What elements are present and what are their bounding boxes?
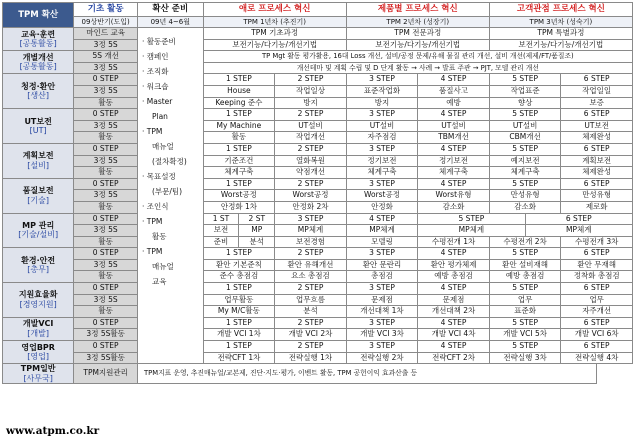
sub-prod: TPM 2년차 (성장기) <box>346 17 489 28</box>
basic-activity-cell: 3정 5S <box>74 190 138 202</box>
basic-activity-cell: 5S 개선 <box>74 51 138 63</box>
step-cell: 분석 <box>275 306 347 318</box>
row-label-tag: [공통활동] <box>19 39 57 49</box>
phase-wide-cell: 개선테마 및 계획 수립 및 D 단계 활동 → 사례 → 발표 주관 → PJT, 모델 관리 개선 <box>203 62 632 74</box>
row-label-text: 개발VCI <box>22 319 54 329</box>
step-cell: 정기보전 <box>418 155 490 167</box>
step-cell: 4 STEP <box>418 178 490 190</box>
step-cell: 6 STEP <box>561 74 633 86</box>
step-cell: 1 STEP <box>203 283 275 295</box>
corner-title: TPM 확산 <box>3 3 74 28</box>
prep-item: · 캠페인 <box>141 52 169 61</box>
phase-cell: TPM 전문과정 <box>346 28 489 40</box>
basic-activity-cell: 0 STEP <box>74 248 138 260</box>
step-cell: 2 STEP <box>275 143 347 155</box>
step-cell: 3 STEP <box>275 213 347 225</box>
step-cell: 4 STEP <box>346 213 418 225</box>
header-prod: 제품별 프로세스 혁신 <box>346 3 489 17</box>
step-cell: 약점개선 <box>275 167 347 179</box>
step-cell: 6 STEP <box>561 109 633 121</box>
step-cell: Worst공정 <box>275 190 347 202</box>
step-cell: 방지 <box>275 97 347 109</box>
row-label-tag: [기술/설비] <box>18 230 59 240</box>
step-cell: 6 STEP <box>561 143 633 155</box>
step-cell: 문제점 <box>418 294 490 306</box>
step-cell: 업무 <box>489 294 561 306</box>
step-cell: 모델링 <box>346 236 418 248</box>
step-cell: 작업개선 <box>275 132 347 144</box>
step-cell: 6 STEP <box>561 283 633 295</box>
row-label-tag: [UT] <box>29 126 47 136</box>
step-cell: 개발 VCI 1차 <box>203 329 275 341</box>
basic-activity-cell: 3정 5S활동 <box>74 352 138 364</box>
step-cell: 환안 무재해 <box>561 259 633 271</box>
prep-item: 매뉴얼 <box>151 262 174 271</box>
prep-item: · 조직화 <box>141 67 169 76</box>
sub-rel: TPM 1년차 (추진기) <box>203 17 346 28</box>
step-cell: 작업일상 <box>275 85 347 97</box>
step-cell: 5 STEP <box>489 74 561 86</box>
step-cell: 체계구축 <box>346 167 418 179</box>
row-label-tag: [개발] <box>27 328 49 338</box>
prep-item: · TPM <box>141 217 163 226</box>
step-cell: 업무활동 <box>203 294 275 306</box>
step-cell: 수평전개 2차 <box>489 236 561 248</box>
row-label <box>3 317 74 340</box>
step-cell: 2 STEP <box>275 248 347 260</box>
basic-activity-cell: 3정 5S <box>74 85 138 97</box>
row-label <box>3 248 74 283</box>
row-label-tag: [공통활동] <box>19 62 57 72</box>
row-label <box>3 28 74 51</box>
row-label <box>3 364 74 384</box>
step-cell: 4 STEP <box>418 317 490 329</box>
step-cell: 방지 <box>346 97 418 109</box>
prep-item: 매뉴얼 <box>151 142 174 151</box>
step-cell: 6 STEP <box>525 213 632 225</box>
prep-item: · Master <box>141 97 173 106</box>
header-rel: 애로 프로세스 혁신 <box>203 3 346 17</box>
step-cell: 환안 문란리 <box>346 259 418 271</box>
step-cell: 5 STEP <box>489 178 561 190</box>
row-label-text: TPM일반 <box>20 364 56 374</box>
step-cell: 2 STEP <box>275 74 347 86</box>
step-cell: 3 STEP <box>346 283 418 295</box>
row-label-text: 청정·환안 <box>21 81 56 91</box>
step-cell: 업무 <box>561 294 633 306</box>
step-cell: 3 STEP <box>346 109 418 121</box>
step-cell: 체제완성 <box>561 167 633 179</box>
step-cell: 총점검 <box>346 271 418 283</box>
sub-spread: 09년 4~6월 <box>137 17 203 28</box>
basic-activity-cell: 활동 <box>74 97 138 109</box>
step-cell: My M/C활동 <box>203 306 275 318</box>
step-cell: 감소화 <box>418 201 490 213</box>
step-cell: MP체계 <box>275 225 347 237</box>
step-cell: 4 STEP <box>418 341 490 353</box>
step-cell: 열화복원 <box>275 155 347 167</box>
basic-activity-cell: 3정 5S <box>74 120 138 132</box>
row-label-text: 개별개선 <box>22 52 54 62</box>
step-cell: 수평전개 3차 <box>561 236 633 248</box>
step-cell: 4 STEP <box>418 248 490 260</box>
step-cell: My Machine <box>203 120 275 132</box>
step-cell: UT설비 <box>346 120 418 132</box>
step-cell: 분석 <box>239 236 275 248</box>
phase-wide-cell: TP Mgt 활동 평가활용, 16대 Loss 개선, 설비/공정 문제/유해 물질 관리 개선, 설비 개선(제제/FT/품질조) <box>203 51 632 63</box>
step-cell: 문제점 <box>346 294 418 306</box>
step-cell: 환안 평가체제 <box>418 259 490 271</box>
step-cell: 활동 <box>203 132 275 144</box>
step-cell: MP체계 <box>346 225 418 237</box>
step-cell: 6 STEP <box>561 248 633 260</box>
step-cell: 체제완성 <box>561 132 633 144</box>
step-cell: 기준조건 <box>203 155 275 167</box>
row-label-text: 환경·안전 <box>21 255 56 265</box>
prep-item: · 워크숍 <box>141 82 169 91</box>
step-cell: 개발 VCI 5차 <box>489 329 561 341</box>
basic-activity-cell: 3정 5S <box>74 225 138 237</box>
sub-cust: TPM 3년차 (성숙기) <box>489 17 632 28</box>
basic-activity-cell: 3정 5S <box>74 294 138 306</box>
basic-activity-cell: 활동 <box>74 201 138 213</box>
step-cell: 개발 VCI 2차 <box>275 329 347 341</box>
basic-activity-cell: 3정 5S활동 <box>74 329 138 341</box>
step-cell: 안정화 2차 <box>275 201 347 213</box>
step-cell: 감소화 <box>489 201 561 213</box>
basic-activity-cell: 3정 5S <box>74 39 138 51</box>
basic-activity-cell: 3정 5S <box>74 259 138 271</box>
step-cell: Worst공정 <box>346 190 418 202</box>
step-cell: 개발 VCI 4차 <box>418 329 490 341</box>
row-label <box>3 341 74 364</box>
phase-cell: 보전기능/다기능/개선기법 <box>346 39 489 51</box>
step-cell: 1 STEP <box>203 341 275 353</box>
step-cell: 6 STEP <box>561 178 633 190</box>
step-cell: 체계구축 <box>489 167 561 179</box>
step-cell: MP체계 <box>525 225 632 237</box>
step-cell: 보증 <box>561 97 633 109</box>
step-cell: 품질사고 <box>418 85 490 97</box>
basic-activity-cell: 활동 <box>74 236 138 248</box>
basic-activity-cell: 활동 <box>74 132 138 144</box>
step-cell: 1 STEP <box>203 248 275 260</box>
step-cell: 개선대책 1차 <box>346 306 418 318</box>
row-label-text: 계획보전 <box>22 151 54 161</box>
step-cell: 5 STEP <box>489 248 561 260</box>
step-cell: 4 STEP <box>418 109 490 121</box>
basic-activity-cell: 활동 <box>74 271 138 283</box>
step-cell: 1 STEP <box>203 178 275 190</box>
step-cell: MP체계 <box>418 225 525 237</box>
basic-activity-cell: 마인드 교육 <box>74 28 138 40</box>
basic-activity-cell: 0 STEP <box>74 317 138 329</box>
step-cell: 개발 VCI 3차 <box>346 329 418 341</box>
step-cell: UT보전 <box>561 120 633 132</box>
step-cell: 보전 <box>203 225 239 237</box>
step-cell: 1 ST <box>203 213 239 225</box>
step-cell: 4 STEP <box>418 143 490 155</box>
step-cell: 6 STEP <box>561 317 633 329</box>
step-cell: 3 STEP <box>346 317 418 329</box>
step-cell: 준비 <box>203 236 239 248</box>
step-cell: 준수 총점검 <box>203 271 275 283</box>
row-label <box>3 51 74 74</box>
step-cell: 5 STEP <box>489 109 561 121</box>
basic-activity-cell: 활동 <box>74 167 138 179</box>
header-spread: 확산 준비 <box>137 3 203 17</box>
basic-activity-cell: 활동 <box>74 306 138 318</box>
row-label <box>3 109 74 144</box>
step-cell: 3 STEP <box>346 143 418 155</box>
step-cell: 환안 기본준칙 <box>203 259 275 271</box>
basic-activity-cell: 0 STEP <box>74 143 138 155</box>
row-label-text: 품질보전 <box>22 186 54 196</box>
step-cell: 만성유형 <box>561 190 633 202</box>
row-label-text: MP 관리 <box>22 220 55 230</box>
step-cell: 만성유형 <box>489 190 561 202</box>
prep-item: · TPM <box>141 127 163 136</box>
basic-activity-cell: 0 STEP <box>74 109 138 121</box>
step-cell: 작업표준 <box>489 85 561 97</box>
step-cell: 향상 <box>489 97 561 109</box>
step-cell: 2 STEP <box>275 317 347 329</box>
prep-item: Plan <box>151 112 168 121</box>
step-cell: 정기보전 <box>346 155 418 167</box>
phase-cell: 보전기능/다기능/개선기법 <box>489 39 632 51</box>
step-cell: 자주개선 <box>561 306 633 318</box>
prep-item: · TPM <box>141 247 163 256</box>
step-cell: 안정화 <box>346 201 418 213</box>
step-cell: 5 STEP <box>418 213 525 225</box>
step-cell: 수평전개 1차 <box>418 236 490 248</box>
step-cell: House <box>203 85 275 97</box>
step-cell: 5 STEP <box>489 283 561 295</box>
step-cell: 3 STEP <box>346 341 418 353</box>
row-label-tag: [사무국] <box>23 373 53 383</box>
basic-activity-cell: 0 STEP <box>74 213 138 225</box>
row-label <box>3 283 74 318</box>
step-cell: 체계구축 <box>203 167 275 179</box>
step-cell: 제로화 <box>561 201 633 213</box>
step-cell: 전략실행 4차 <box>561 352 633 364</box>
step-cell: 1 STEP <box>203 317 275 329</box>
sub-basic: 09상반기(도입) <box>74 17 138 28</box>
step-cell: Keeping 준수 <box>203 97 275 109</box>
step-cell: 환안 설비재해 <box>489 259 561 271</box>
step-cell: 전략실행 3차 <box>489 352 561 364</box>
header-basic: 기초 활동 <box>74 3 138 17</box>
row-label-text: 지원효율화 <box>18 290 58 300</box>
row-label-tag: [경영지원] <box>19 299 57 309</box>
tpm-roadmap-table <box>2 2 633 384</box>
prep-item: (부문/팀) <box>151 187 183 196</box>
step-cell: 2 STEP <box>275 178 347 190</box>
step-cell: MP <box>239 225 275 237</box>
row-label-tag: [설비] <box>27 160 49 170</box>
step-cell: 3 STEP <box>346 248 418 260</box>
basic-activity-cell: 0 STEP <box>74 178 138 190</box>
step-cell: 안정화 1차 <box>203 201 275 213</box>
row-label-tag: [기술] <box>27 195 49 205</box>
row-label-tag: [생산] <box>27 91 49 101</box>
prep-item: (절차확정) <box>151 157 187 166</box>
step-cell: Worst공정 <box>203 190 275 202</box>
prep-item: 활동 <box>151 232 167 241</box>
step-cell: 표준작업화 <box>346 85 418 97</box>
step-cell: 체계구축 <box>418 167 490 179</box>
step-cell: 4 STEP <box>418 74 490 86</box>
step-cell: 4 STEP <box>418 283 490 295</box>
step-cell: 표준화 <box>489 306 561 318</box>
step-cell: 예방 총점검 <box>418 271 490 283</box>
tpm-general-summary: TPM지표 운영, 추진매뉴얼/교본제, 진단·지도·평가, 이벤트 활동, TPM 공헌이익 효과산출 등 <box>137 364 596 384</box>
step-cell: 3 STEP <box>346 74 418 86</box>
step-cell: 5 STEP <box>489 341 561 353</box>
basic-activity-cell: 3정 5S <box>74 62 138 74</box>
step-cell: 전략CFT 2차 <box>418 352 490 364</box>
step-cell: 1 STEP <box>203 143 275 155</box>
step-cell: 2 ST <box>239 213 275 225</box>
prep-item: · 활동준비 <box>141 37 176 46</box>
step-cell: TBM개선 <box>418 132 490 144</box>
row-label-text: 영업BPR <box>21 342 55 352</box>
basic-activity-cell: 3정 5S <box>74 155 138 167</box>
basic-activity-cell: 0 STEP <box>74 74 138 86</box>
step-cell: 전략실행 2차 <box>346 352 418 364</box>
step-cell: 2 STEP <box>275 283 347 295</box>
step-cell: 1 STEP <box>203 109 275 121</box>
header-cust: 고객관점 프로세스 혁신 <box>489 3 632 17</box>
prep-item: · 목표설정 <box>141 172 176 181</box>
row-label <box>3 213 74 248</box>
step-cell: 전략CFT 1차 <box>203 352 275 364</box>
step-cell: 정착화 총점검 <box>561 271 633 283</box>
step-cell: 2 STEP <box>275 341 347 353</box>
row-label <box>3 178 74 213</box>
row-label <box>3 74 74 109</box>
phase-cell: TPM 특별과정 <box>489 28 632 40</box>
step-cell: 전략실행 1차 <box>275 352 347 364</box>
basic-activity-cell: TPM지원관리 <box>74 364 138 384</box>
row-label <box>3 143 74 178</box>
site-url: www.atpm.co.kr <box>6 425 100 437</box>
step-cell: CBM개선 <box>489 132 561 144</box>
step-cell: 1 STEP <box>203 74 275 86</box>
step-cell: 작업일일 <box>561 85 633 97</box>
step-cell: 5 STEP <box>489 143 561 155</box>
step-cell: UT설비 <box>418 120 490 132</box>
step-cell: UT설비 <box>275 120 347 132</box>
step-cell: 개발 VCI 6차 <box>561 329 633 341</box>
step-cell: 환안 유해개선 <box>275 259 347 271</box>
step-cell: 예방 총점검 <box>489 271 561 283</box>
step-cell: 예방 <box>418 97 490 109</box>
step-cell: 3 STEP <box>346 178 418 190</box>
phase-cell: 보전기능/다기능/개선기법 <box>203 39 346 51</box>
step-cell: 개선대책 2차 <box>418 306 490 318</box>
basic-activity-cell: 0 STEP <box>74 341 138 353</box>
prep-item: · 조인식 <box>141 202 169 211</box>
step-cell: 보전경험 <box>275 236 347 248</box>
step-cell: 업무흐름 <box>275 294 347 306</box>
row-label-text: UT보전 <box>24 116 52 126</box>
step-cell: 6 STEP <box>561 341 633 353</box>
row-label-text: 교육·훈련 <box>21 29 56 39</box>
step-cell: 요소 총점검 <box>275 271 347 283</box>
row-label-tag: [총무] <box>27 265 49 275</box>
step-cell: 5 STEP <box>489 317 561 329</box>
step-cell: UT설비 <box>489 120 561 132</box>
row-label-tag: [영업] <box>27 352 49 362</box>
step-cell: 자주점검 <box>346 132 418 144</box>
step-cell: Worst유형 <box>418 190 490 202</box>
phase-cell: TPM 기초과정 <box>203 28 346 40</box>
step-cell: 2 STEP <box>275 109 347 121</box>
basic-activity-cell: 0 STEP <box>74 283 138 295</box>
step-cell: 예지보전 <box>489 155 561 167</box>
prep-item: 교육 <box>151 277 167 286</box>
spread-prep-list <box>137 28 203 364</box>
step-cell: 계획보전 <box>561 155 633 167</box>
